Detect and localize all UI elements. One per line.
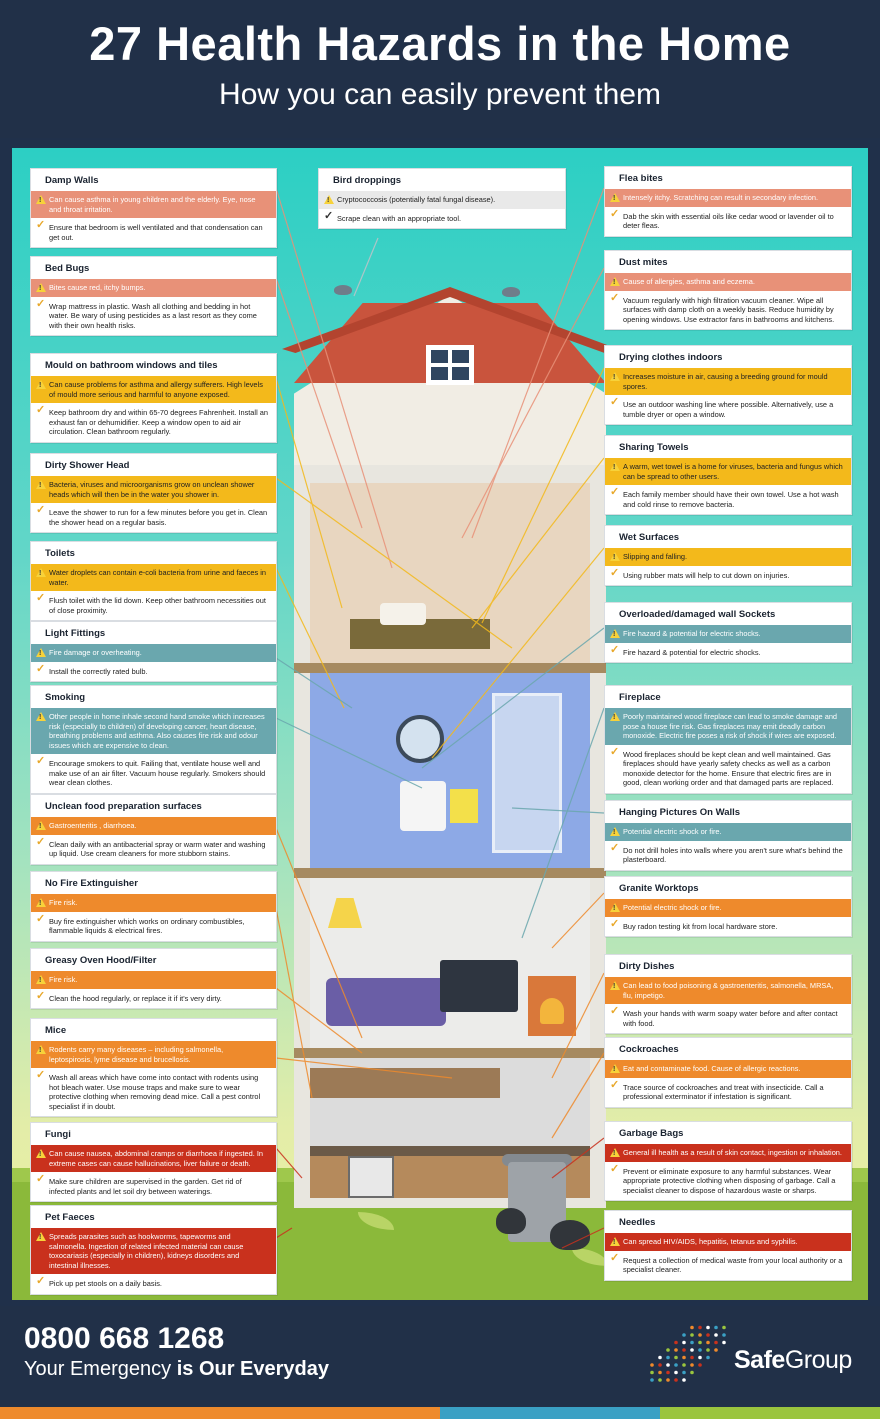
hazard-title: Fireplace	[619, 692, 661, 703]
hazard-tip: ✓ Install the correctly rated bulb.	[36, 662, 148, 676]
hazard-tip: ✓ Each family member should have their own towel. Use a hot wash and cold rinse to remove bacteria.	[610, 486, 839, 509]
hazard-risk: ! Fire hazard & potential for electric shocks.	[605, 625, 851, 643]
checkmark-icon: ✓	[610, 841, 620, 854]
warning-triangle-icon	[324, 195, 334, 204]
logo-dot	[698, 1326, 702, 1330]
hazard-risk: ! Intensely itchy. Scratching can result in secondary infection.	[605, 189, 851, 207]
logo-dot	[682, 1348, 686, 1352]
logo-dot	[714, 1333, 718, 1337]
logo-dot	[682, 1363, 686, 1367]
tagline: Your Emergency is Our Everyday	[24, 1358, 330, 1380]
warning-triangle-icon	[36, 1045, 46, 1054]
logo-dot	[722, 1333, 726, 1337]
hazard-tip: ✓ Wash all areas which have come into contact with rodents using hot bleach water. Use mouse traps and make sure to wear protective clothing when removing dead mice. Call a pest control specialist if in doubt.	[36, 1069, 261, 1111]
logo-dot	[722, 1341, 726, 1345]
checkmark-icon: ✓	[610, 1162, 620, 1175]
hazard-title: Needles	[619, 1217, 656, 1228]
logo-dot	[698, 1356, 702, 1360]
hazard-title: Unclean food preparation surfaces	[45, 801, 202, 812]
logo-dot	[650, 1371, 654, 1375]
logo-dot	[682, 1356, 686, 1360]
checkmark-icon: ✓	[610, 1078, 620, 1091]
checkmark-icon: ✓	[36, 755, 46, 767]
logo-dot	[690, 1341, 694, 1345]
hazard-risk: ! Eat and contaminate food. Cause of allergic reactions.	[605, 1060, 851, 1078]
hazard-tip: ✓ Encourage smokers to quit. Failing that, ventilate house well and make use of an air filter. Vacuum house regularly. Smokers should wear clean clothes.	[36, 755, 266, 787]
hazard-tip: ✓ Prevent or eliminate exposure to any harmful substances. Wear appropriate protective clothing when disposing of garbage. Call a specialist cleaner to dispose of hazardous waste or sharps.	[610, 1162, 836, 1195]
hazard-card-garbage-bags	[604, 1121, 852, 1201]
hazard-card-mould-on-bathroom-windows-and-tiles	[30, 353, 277, 443]
checkmark-icon: ✓	[36, 835, 46, 848]
phone-number[interactable]: 0800 668 1268	[24, 1322, 225, 1355]
hazard-tip: ✓ Buy fire extinguisher which works on ordinary combustibles, flammable liquids & electrical fires.	[36, 912, 245, 935]
logo-dot	[666, 1356, 670, 1360]
hazard-risk: ! Rodents carry many diseases – including salmonella, leptospirosis, lyme disease and brucellosis.	[31, 1041, 276, 1068]
warning-triangle-icon	[610, 193, 620, 202]
hazard-title: Greasy Oven Hood/Filter	[45, 955, 157, 966]
logo-dot	[690, 1371, 694, 1375]
checkmark-icon: ✓	[36, 1069, 46, 1081]
logo-dot	[674, 1356, 678, 1360]
hazard-tip: ✓ Use an outdoor washing line where possible. Alternatively, use a tumble dryer or open a window.	[610, 396, 834, 419]
checkmark-icon: ✓	[36, 912, 46, 925]
hazard-card-flea-bites	[604, 166, 852, 237]
warning-triangle-icon	[36, 1232, 46, 1241]
logo-dot	[682, 1341, 686, 1345]
safegroup-logo-dots-icon	[646, 1320, 732, 1384]
hazard-tip: ✓ Wash your hands with warm soapy water before and after contact with food.	[610, 1005, 838, 1028]
warning-triangle-icon	[36, 283, 46, 292]
hazard-title: Pet Faeces	[45, 1212, 95, 1223]
logo-dot	[706, 1356, 710, 1360]
warning-triangle-icon	[36, 648, 46, 657]
hazard-risk: ! Can cause problems for asthma and allergy sufferers. High levels of mould more serious and harmful to anyone exposed.	[31, 376, 276, 403]
checkmark-icon: ✓	[36, 592, 46, 604]
hazard-tip: ✓ Keep bathroom dry and within 65-70 degrees Fahrenheit. Install an exhaust fan or dehumidifier. Keep a window open to aid air circulation. Clean bathroom regularly.	[36, 404, 268, 436]
logo-dot	[650, 1378, 654, 1382]
checkmark-icon: ✓	[36, 504, 46, 516]
hazard-title: Garbage Bags	[619, 1128, 684, 1139]
warning-triangle-icon	[36, 975, 46, 984]
warning-triangle-icon	[610, 1148, 620, 1157]
hazard-card-greasy-oven-hood-filter	[30, 948, 277, 1009]
checkmark-icon: ✓	[324, 209, 334, 222]
warning-triangle-icon	[610, 277, 620, 286]
hazard-card-mice	[30, 1018, 277, 1117]
warning-triangle-icon	[36, 568, 46, 577]
logo-dot	[714, 1341, 718, 1345]
warning-triangle-icon	[610, 552, 620, 561]
logo-dot	[706, 1348, 710, 1352]
hazard-tip: ✓ Wood fireplaces should be kept clean and well maintained. Gas fireplaces should have yearly safety checks as well as a carbon monoxide detector for the home. Ensure that electric fires are in good, clean working order and that damaged parts are replaced.	[610, 745, 834, 787]
logo-dot	[674, 1341, 678, 1345]
checkmark-icon: ✓	[610, 291, 620, 304]
logo-dot	[698, 1341, 702, 1345]
logo-dot	[682, 1378, 686, 1382]
logo-dot	[674, 1363, 678, 1367]
checkmark-icon: ✓	[36, 1173, 46, 1185]
hazard-tip: ✓ Flush toilet with the lid down. Keep other bathroom necessities out of close proximity.	[36, 592, 266, 615]
hazard-risk: ! Gastroenteritis , diarrhoea.	[31, 817, 276, 835]
logo-dot	[706, 1341, 710, 1345]
logo-dot	[674, 1348, 678, 1352]
hazard-card-damp-walls	[30, 168, 277, 248]
page-title: 27 Health Hazards in the Home	[89, 17, 791, 70]
hazard-risk: ! Water droplets can contain e-coli bacteria from urine and faeces in water.	[31, 564, 276, 591]
hazard-title: Dirty Shower Head	[45, 460, 130, 471]
hazard-tip: ✓ Clean the hood regularly, or replace it if it's very dirty.	[36, 989, 222, 1003]
footer-strip-green	[660, 1407, 880, 1419]
checkmark-icon: ✓	[610, 486, 620, 498]
logo-dot	[658, 1371, 662, 1375]
hazard-title: Wet Surfaces	[619, 532, 680, 543]
hazard-card-wet-surfaces	[604, 525, 852, 586]
warning-triangle-icon	[36, 1149, 46, 1158]
checkmark-icon: ✓	[610, 566, 620, 579]
hazard-card-smoking	[30, 685, 277, 794]
logo-dot	[714, 1348, 718, 1352]
logo-dot	[714, 1326, 718, 1330]
hazard-risk: ! General ill health as a result of skin contact, ingestion or inhalation.	[605, 1144, 851, 1162]
hazard-card-fungi	[30, 1122, 277, 1202]
hazard-card-hanging-pictures-on-walls	[604, 800, 852, 871]
hazard-risk: ! Increases moisture in air, causing a breeding ground for mould spores.	[605, 368, 851, 395]
warning-triangle-icon	[610, 462, 620, 471]
warning-triangle-icon	[36, 480, 46, 489]
hazard-risk: ! Slipping and falling.	[605, 548, 851, 566]
hazard-tip: ✓ Ensure that bedroom is well ventilated and that condensation can get out.	[36, 219, 263, 242]
hazard-card-dirty-shower-head	[30, 453, 277, 533]
hazard-card-unclean-food-preparation-surfaces	[30, 794, 277, 865]
hazard-risk: ! Can cause asthma in young children and the elderly. Eye, nose and throat irritation.	[31, 191, 276, 218]
hazard-title: Overloaded/damaged wall Sockets	[619, 609, 776, 620]
hazard-card-light-fittings	[30, 621, 277, 682]
hazard-title: Mice	[45, 1025, 67, 1036]
logo-dot	[650, 1363, 654, 1367]
hazard-risk: ! Fire damage or overheating.	[31, 644, 276, 662]
warning-triangle-icon	[36, 712, 46, 721]
checkmark-icon: ✓	[36, 1275, 46, 1287]
checkmark-icon: ✓	[36, 297, 46, 310]
hazard-title: Hanging Pictures On Walls	[619, 807, 741, 818]
header	[0, 0, 880, 138]
checkmark-icon: ✓	[36, 662, 46, 675]
checkmark-icon: ✓	[36, 219, 46, 231]
hazard-title: Dust mites	[619, 257, 668, 268]
hazard-title: Sharing Towels	[619, 442, 689, 453]
logo-dot	[666, 1371, 670, 1375]
hazard-title: No Fire Extinguisher	[45, 878, 138, 889]
hazard-card-dirty-dishes	[604, 954, 852, 1034]
hazard-title: Granite Worktops	[619, 883, 699, 894]
footer-strip-orange	[0, 1407, 440, 1419]
warning-triangle-icon	[36, 195, 46, 204]
logo-dot	[674, 1371, 678, 1375]
hazard-risk: ! Cause of allergies, asthma and eczema.	[605, 273, 851, 291]
logo-dot	[690, 1333, 694, 1337]
checkmark-icon: ✓	[36, 404, 46, 416]
hazard-risk: ! Can cause nausea, abdominal cramps or diarrhoea if ingested. In extreme cases can cause hallucinations, liver failure or death.	[31, 1145, 276, 1172]
hazard-tip: ✓ Trace source of cockroaches and treat with insecticide. Call a professional exterminator if infestation is significant.	[610, 1078, 824, 1101]
logo-dot	[706, 1333, 710, 1337]
checkmark-icon: ✓	[610, 745, 620, 758]
logo-dot	[690, 1348, 694, 1352]
logo-dot	[666, 1348, 670, 1352]
logo-dot	[658, 1378, 662, 1382]
logo-dot	[698, 1333, 702, 1337]
hazard-risk: ! Fire risk.	[31, 894, 276, 912]
hazard-card-pet-faeces	[30, 1205, 277, 1295]
hazard-card-dust-mites	[604, 250, 852, 330]
warning-triangle-icon	[36, 821, 46, 830]
hazard-card-fireplace	[604, 685, 852, 794]
hazard-risk: ! Potential electric shock or fire.	[605, 823, 851, 841]
warning-triangle-icon	[36, 380, 46, 389]
logo-dot	[674, 1378, 678, 1382]
logo-dot	[682, 1371, 686, 1375]
logo-dot	[690, 1356, 694, 1360]
hazard-title: Flea bites	[619, 173, 663, 184]
checkmark-icon: ✓	[610, 1251, 620, 1264]
logo-dot	[698, 1363, 702, 1367]
hazard-card-drying-clothes-indoors	[604, 345, 852, 425]
hazard-title: Fungi	[45, 1129, 71, 1140]
hazard-tip: ✓ Pick up pet stools on a daily basis.	[36, 1275, 162, 1288]
hazard-card-bed-bugs	[30, 256, 277, 336]
hazard-tip: ✓ Fire hazard & potential for electric shocks.	[610, 643, 761, 657]
page-subtitle: How you can easily prevent them	[219, 78, 661, 111]
hazard-risk: ! Can lead to food poisoning & gastroenteritis, salmonella, MRSA, flu, impetigo.	[605, 977, 851, 1004]
logo-dot	[658, 1356, 662, 1360]
hazard-tip: ✓ Do not drill holes into walls where you aren't sure what's behind the plasterboard.	[610, 841, 843, 864]
logo-dot	[698, 1348, 702, 1352]
hazard-card-needles	[604, 1210, 852, 1281]
warning-triangle-icon	[610, 1064, 620, 1073]
hazard-title: Dirty Dishes	[619, 961, 675, 972]
checkmark-icon: ✓	[610, 1005, 620, 1017]
checkmark-icon: ✓	[610, 396, 620, 408]
warning-triangle-icon	[610, 1237, 620, 1246]
hazard-title: Light Fittings	[45, 628, 106, 639]
hazard-tip: ✓ Clean daily with an antibacterial spray or warm water and washing up liquid. Use cream cleaners for more stubborn stains.	[36, 835, 266, 858]
hazard-risk: ! Spreads parasites such as hookworms, tapeworms and salmonella. Ingestion of related infected material can cause toxocariasis (especially in children), kidneys disorders and intestinal illnesses.	[31, 1228, 276, 1274]
logo-dot	[722, 1326, 726, 1330]
hazard-tip: ✓ Wrap mattress in plastic. Wash all clothing and bedding in hot water. Be wary of using pesticides as a last resort as they come with their own health risks.	[36, 297, 257, 330]
hazard-title: Smoking	[45, 692, 86, 703]
hazard-risk: ! Cryptococcosis (potentially fatal fungal disease).	[319, 191, 565, 209]
footer-strip-blue	[440, 1407, 660, 1419]
hazard-risk: ! Other people in home inhale second hand smoke which increases risk (especially to children) of developing cancer, heart disease, breathing problems and asthma. Also causes fire risk and odour issues which are expensive to clean.	[31, 708, 276, 754]
hazard-title: Cockroaches	[619, 1044, 679, 1055]
hazard-card-no-fire-extinguisher	[30, 871, 277, 942]
hazard-card-bird-droppings	[318, 168, 566, 229]
hazard-risk: ! Poorly maintained wood fireplace can lead to smoke damage and pose a house fire risk. Gas fireplaces may emit deadly carbon monoxide. Electric fire poses a risk of shock if wires are exposed.	[605, 708, 851, 745]
hazard-tip: ✓ Buy radon testing kit from local hardware store.	[610, 917, 778, 931]
checkmark-icon: ✓	[610, 917, 620, 930]
hazard-tip: ✓ Scrape clean with an appropriate tool.	[324, 209, 462, 223]
warning-triangle-icon	[610, 981, 620, 990]
logo-dot	[658, 1363, 662, 1367]
hazard-card-cockroaches	[604, 1037, 852, 1108]
hazard-card-granite-worktops	[604, 876, 852, 937]
hazard-risk: ! Potential electric shock or fire.	[605, 899, 851, 917]
hazard-tip: ✓ Dab the skin with essential oils like cedar wood or lavender oil to deter fleas.	[610, 207, 834, 230]
hazard-card-overloaded-damaged-wall-sockets	[604, 602, 852, 663]
checkmark-icon: ✓	[610, 643, 620, 656]
safegroup-logo: SafeGroup	[734, 1346, 852, 1374]
hazard-card-sharing-towels	[604, 435, 852, 515]
hazard-risk: ! Fire risk.	[31, 971, 276, 989]
hazard-title: Toilets	[45, 548, 75, 559]
hazard-title: Mould on bathroom windows and tiles	[45, 360, 218, 371]
warning-triangle-icon	[610, 629, 620, 638]
logo-dot	[682, 1333, 686, 1337]
hazard-risk: ! A warm, wet towel is a home for viruses, bacteria and fungus which can be spread to other users.	[605, 458, 851, 485]
hazard-risk: ! Bacteria, viruses and microorganisms grow on unclean shower heads which will then be in the water you shower in.	[31, 476, 276, 503]
hazard-tip: ✓ Leave the shower to run for a few minutes before you get in. Clean the shower head on a regular basis.	[36, 504, 268, 527]
hazard-title: Damp Walls	[45, 175, 99, 186]
checkmark-icon: ✓	[36, 989, 46, 1002]
warning-triangle-icon	[610, 372, 620, 381]
checkmark-icon: ✓	[610, 207, 620, 220]
hazard-title: Bed Bugs	[45, 263, 90, 274]
logo-dot	[666, 1378, 670, 1382]
logo-dot	[690, 1326, 694, 1330]
hazard-tip: ✓ Using rubber mats will help to cut down on injuries.	[610, 566, 790, 580]
hazard-tip: ✓ Vacuum regularly with high filtration vacuum cleaner. Wipe all surfaces with damp cloth on a weekly basis. Reduce humidity by opening windows. Use extractor fans in bathrooms and kitchens.	[610, 291, 835, 324]
hazard-title: Bird droppings	[333, 175, 402, 186]
hazard-card-toilets	[30, 541, 277, 621]
logo-dot	[666, 1363, 670, 1367]
hazard-title: Drying clothes indoors	[619, 352, 723, 363]
hazard-tip: ✓ Request a collection of medical waste from your local authority or a specialist cleaner.	[610, 1251, 843, 1274]
hazard-risk: ! Can spread HIV/AIDS, hepatitis, tetanus and syphilis.	[605, 1233, 851, 1251]
hazard-risk: ! Bites cause red, itchy bumps.	[31, 279, 276, 297]
hazard-tip: ✓ Make sure children are supervised in the garden. Get rid of infected plants and let soil dry between waterings.	[36, 1173, 242, 1196]
warning-triangle-icon	[610, 827, 620, 836]
logo-dot	[706, 1326, 710, 1330]
warning-triangle-icon	[610, 903, 620, 912]
logo-dot	[690, 1363, 694, 1367]
warning-triangle-icon	[36, 898, 46, 907]
warning-triangle-icon	[610, 712, 620, 721]
